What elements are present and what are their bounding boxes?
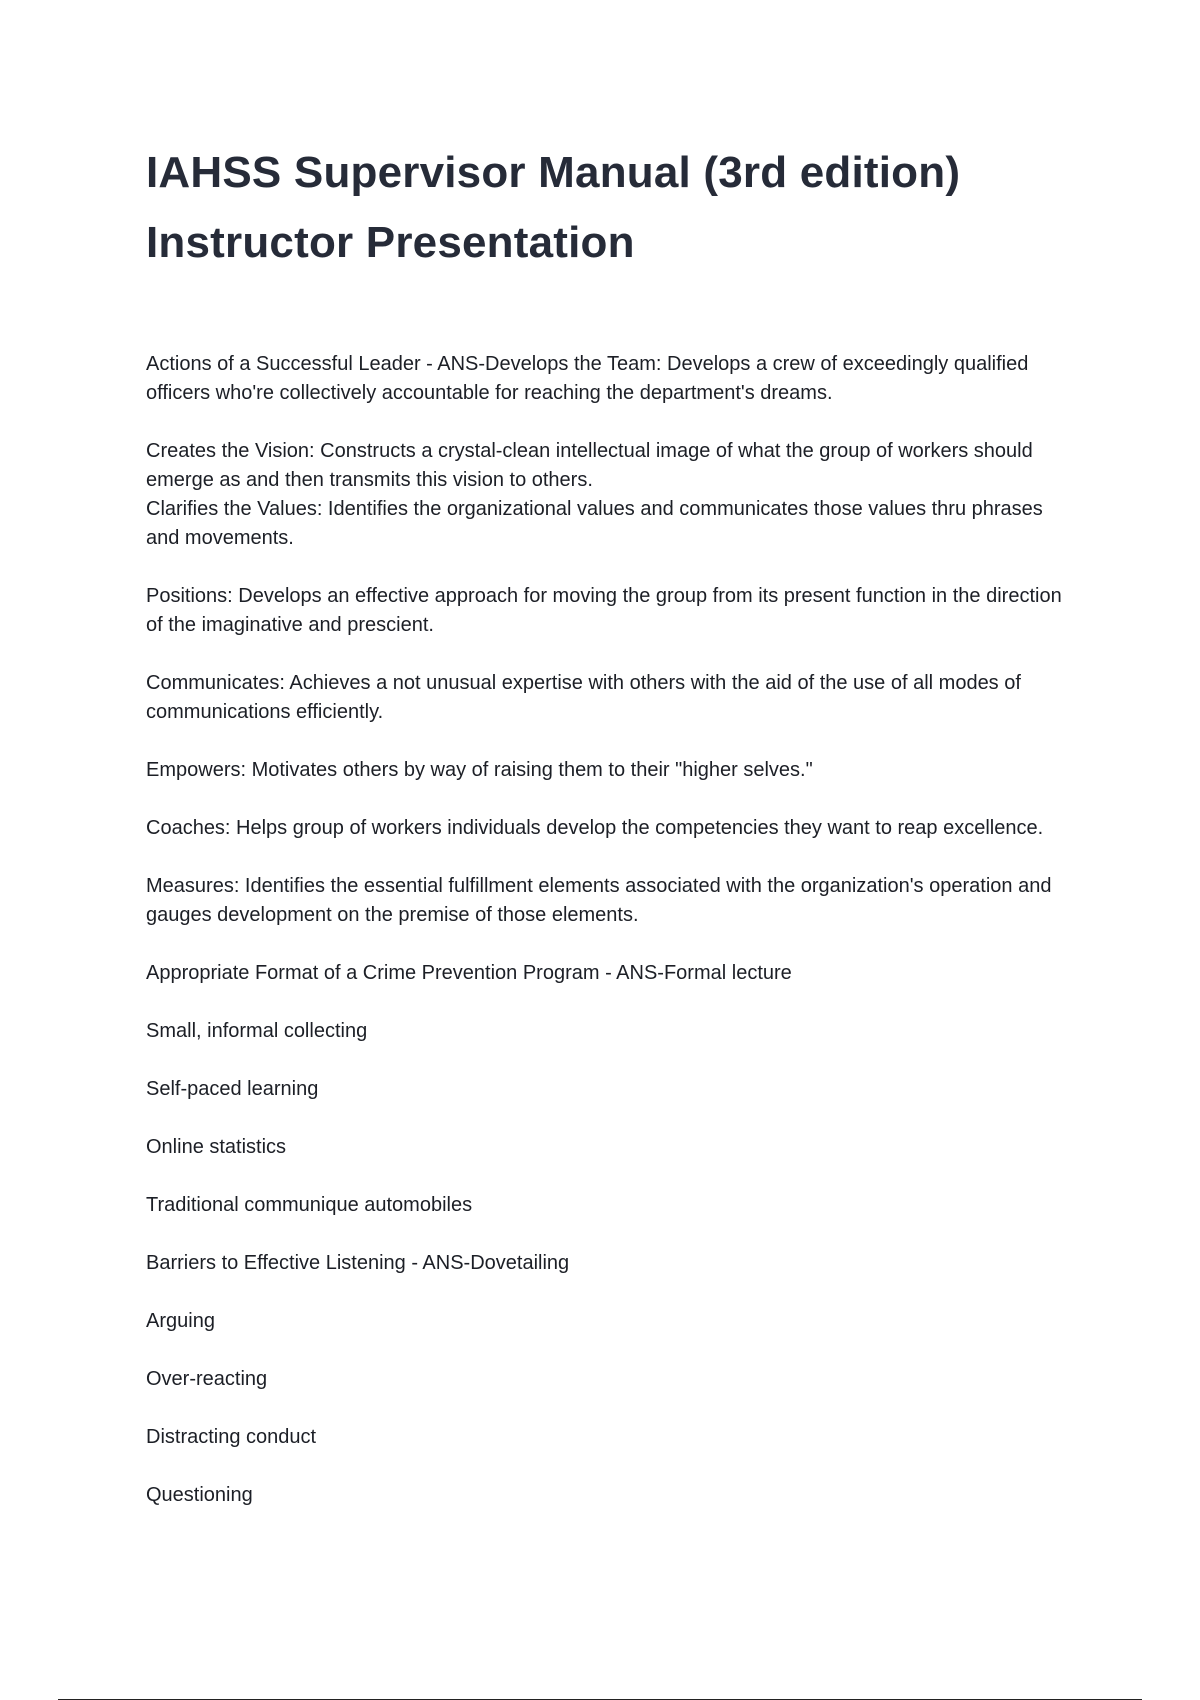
list-item: Over-reacting	[146, 1368, 268, 1390]
list-item: Self-paced learning	[146, 1078, 319, 1100]
paragraph-listening-barriers: Barriers to Effective Listening - ANS-Dovetailing	[146, 1252, 570, 1274]
paragraph-measures: Measures: Identifies the essential fulfillment elements associated with the organization's operation and gauges development on the premise of those elements.	[146, 875, 1052, 926]
list-item: Small, informal collecting	[146, 1020, 368, 1042]
paragraph-positions: Positions: Develops an effective approach for moving the group from its present function in the direction of the imaginative and prescient.	[146, 585, 1062, 636]
list-item: Arguing	[146, 1310, 215, 1332]
document-title: IAHSS Supervisor Manual (3rd edition) Instructor Presentation	[146, 148, 961, 267]
paragraph-successful-leader: Actions of a Successful Leader - ANS-Develops the Team: Develops a crew of exceedingly qualified officers who're collectively accountable for reaching the department's dreams.	[146, 353, 1029, 404]
paragraph-empowers: Empowers: Motivates others by way of raising them to their "higher selves."	[146, 759, 813, 781]
list-item: Distracting conduct	[146, 1426, 317, 1448]
list-item: Questioning	[146, 1484, 253, 1506]
list-item: Traditional communique automobiles	[146, 1194, 473, 1216]
paragraph-communicates: Communicates: Achieves a not unusual expertise with others with the aid of the use of all modes of communications efficiently.	[146, 672, 1021, 723]
paragraph-clarifies-values: Clarifies the Values: Identifies the organizational values and communicates those values thru phrases and movements.	[146, 498, 1043, 549]
paragraph-crime-prevention-format: Appropriate Format of a Crime Prevention Program - ANS-Formal lecture	[146, 962, 792, 984]
document-body	[146, 350, 1066, 1510]
document-page	[146, 138, 1066, 1539]
paragraph-coaches: Coaches: Helps group of workers individuals develop the competencies they want to reap excellence.	[146, 817, 1044, 839]
paragraph-creates-vision: Creates the Vision: Constructs a crystal-clean intellectual image of what the group of workers should emerge as and then transmits this vision to others.	[146, 440, 1033, 491]
list-item: Online statistics	[146, 1136, 287, 1158]
